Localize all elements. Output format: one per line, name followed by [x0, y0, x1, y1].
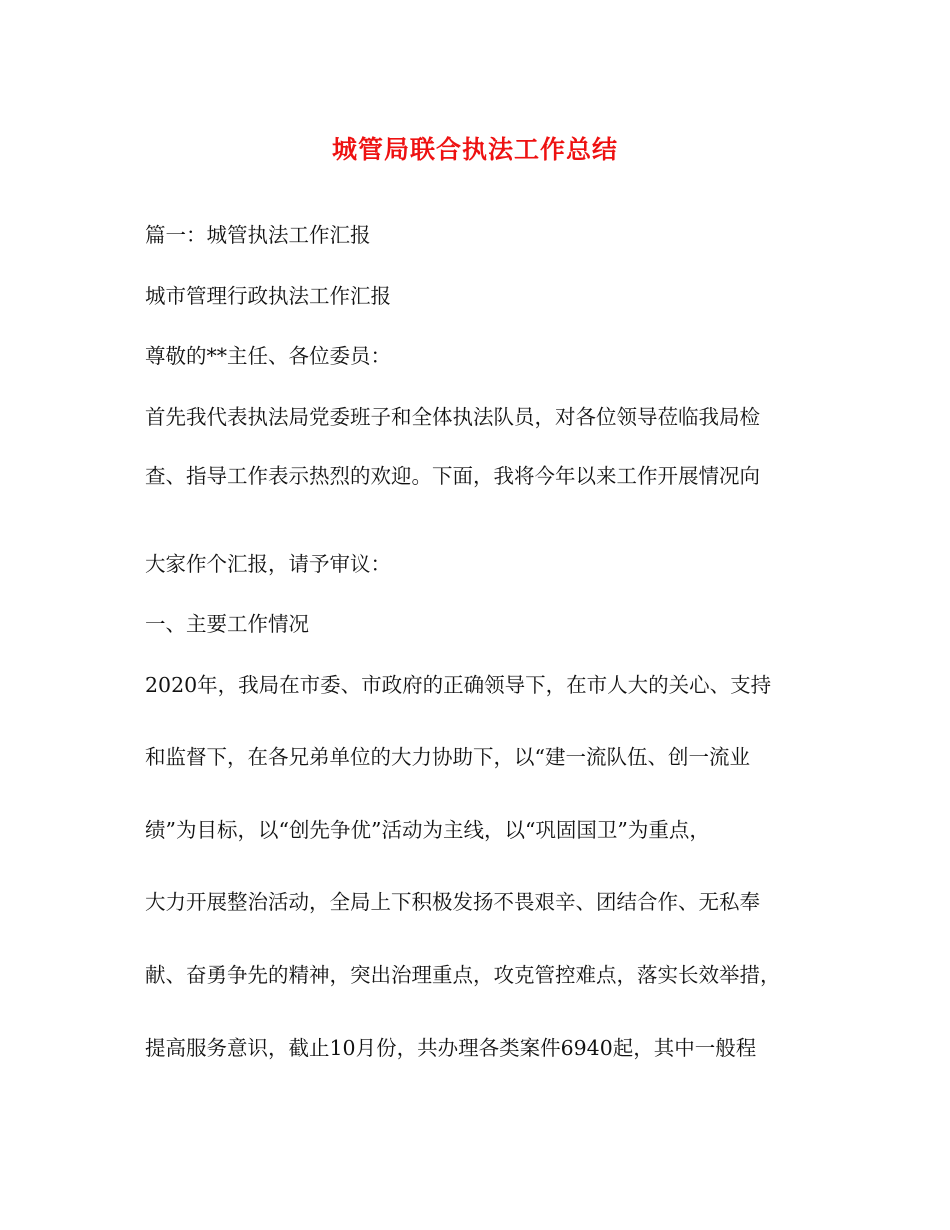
body-line: 一、主要工作情况 [145, 612, 309, 636]
body-line: 提高服务意识，截止10月份，共办理各类案件6940起，其中一般程 [145, 1036, 757, 1060]
body-line: 首先我代表执法局党委班子和全体执法队员，对各位领导莅临我局检 [145, 405, 760, 429]
document-title: 城管局联合执法工作总结 [331, 135, 618, 164]
body-line: 查、指导工作表示热烈的欢迎。下面，我将今年以来工作开展情况向 [145, 464, 760, 488]
body-line: 大家作个汇报，请予审议： [145, 552, 391, 576]
body-line: 篇一：城管执法工作汇报 [145, 223, 371, 247]
body-line: 尊敬的**主任、各位委员： [145, 344, 391, 368]
body-line: 2020年，我局在市委、市政府的正确领导下，在市人大的关心、支持 [145, 673, 772, 697]
body-line: 献、奋勇争先的精神，突出治理重点，攻克管控难点，落实长效举措， [145, 963, 781, 987]
body-line: 城市管理行政执法工作汇报 [145, 284, 391, 308]
body-line: 大力开展整治活动，全局上下积极发扬不畏艰辛、团结合作、无私奉 [145, 890, 760, 914]
body-line: 绩”为目标，以“创先争优”活动为主线，以“巩固国卫”为重点， [145, 818, 710, 842]
body-line: 和监督下，在各兄弟单位的大力协助下，以“建一流队伍、创一流业 [145, 745, 750, 769]
